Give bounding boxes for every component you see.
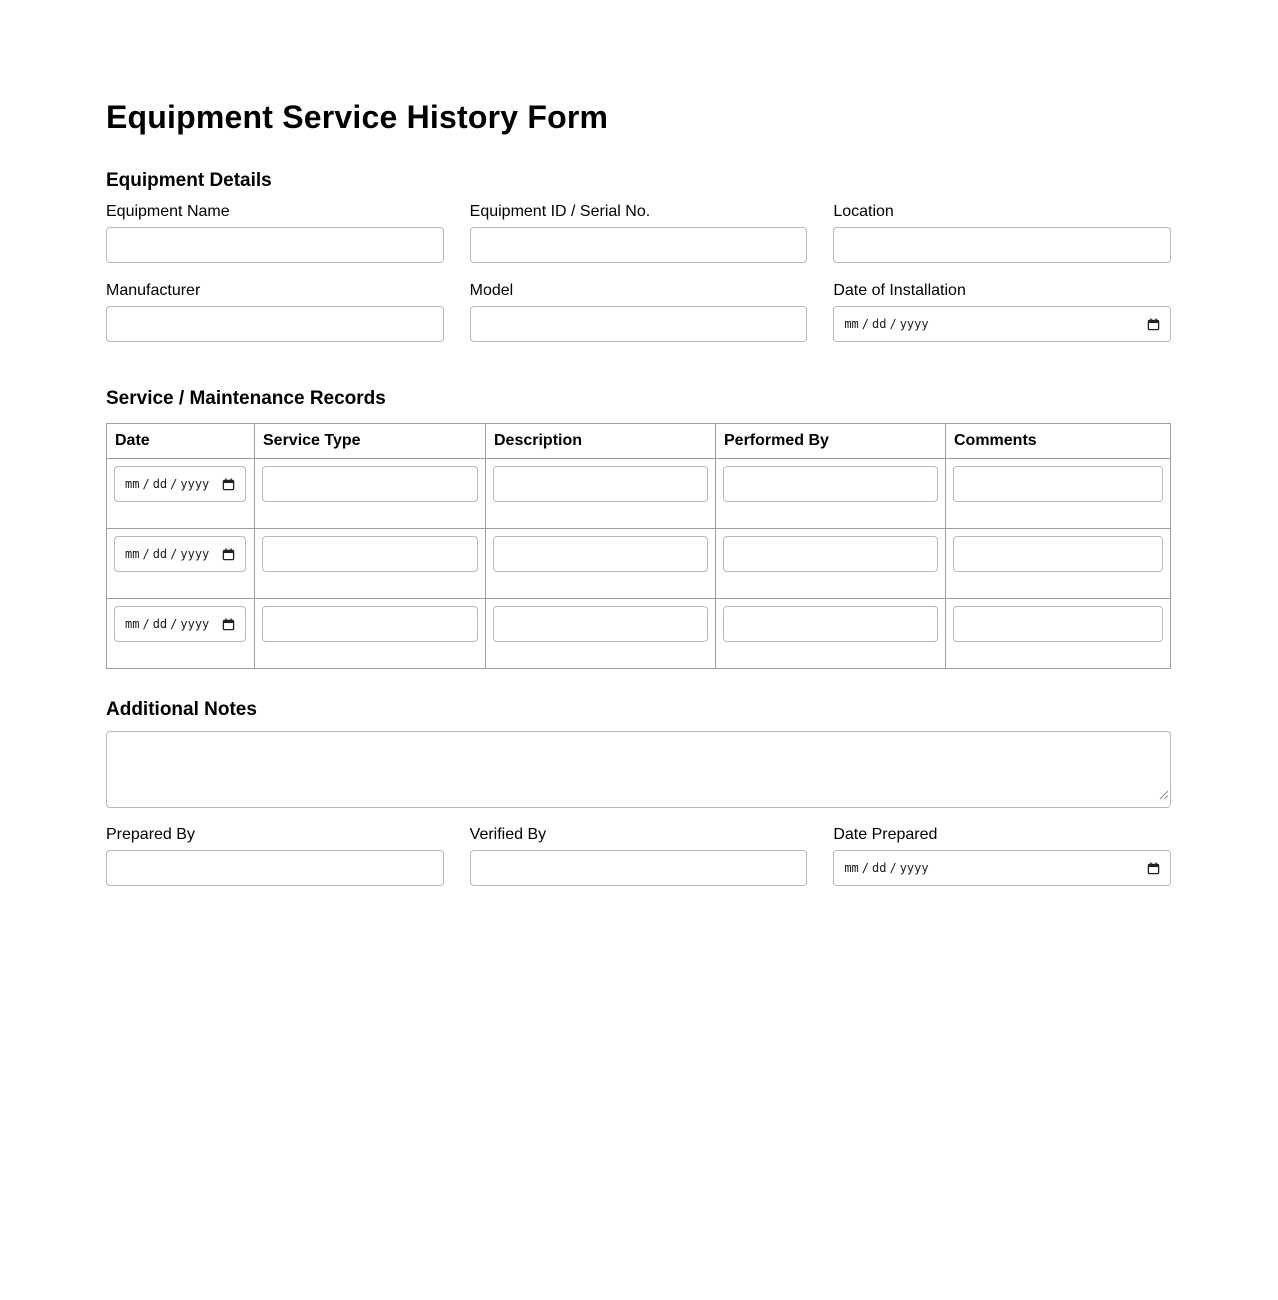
section-additional-notes <box>106 699 1171 886</box>
equipment-id-input[interactable] <box>470 227 808 263</box>
record-1-service-type-input[interactable] <box>262 466 478 502</box>
prepared-by-label: Prepared By <box>106 826 195 843</box>
record-2-performed-by-input[interactable] <box>723 536 938 572</box>
table-header-row <box>107 424 1171 459</box>
date-prepared-label: Date Prepared <box>833 826 938 843</box>
date-placeholder: mm / dd / yyyy <box>125 477 210 491</box>
verified-by-input[interactable] <box>470 850 808 886</box>
field-date-of-installation <box>833 281 1171 342</box>
col-header-comments: Comments <box>946 424 1171 459</box>
field-equipment-id <box>470 202 808 263</box>
manufacturer-input[interactable] <box>106 306 444 342</box>
field-manufacturer <box>106 281 444 342</box>
calendar-icon[interactable] <box>222 548 235 561</box>
equipment-service-history-form <box>106 0 1171 946</box>
field-verified-by <box>470 825 808 886</box>
signoff-grid <box>106 825 1171 886</box>
equipment-name-label: Equipment Name <box>106 203 230 220</box>
equipment-details-heading: Equipment Details <box>106 170 272 191</box>
table-row <box>107 599 1171 669</box>
date-of-installation-label: Date of Installation <box>833 282 966 299</box>
calendar-icon[interactable] <box>222 618 235 631</box>
service-records-table <box>106 423 1171 669</box>
record-3-service-type-input[interactable] <box>262 606 478 642</box>
col-header-description: Description <box>486 424 716 459</box>
model-label: Model <box>469 282 514 299</box>
record-2-date-input[interactable] <box>114 536 246 572</box>
record-1-comments-input[interactable] <box>953 466 1163 502</box>
date-placeholder: mm / dd / yyyy <box>125 547 210 561</box>
record-2-description-input[interactable] <box>493 536 708 572</box>
record-1-date-input[interactable] <box>114 466 246 502</box>
equipment-name-input[interactable] <box>106 227 444 263</box>
page-title: Equipment Service History Form <box>106 99 609 135</box>
col-header-service-type: Service Type <box>255 424 486 459</box>
col-header-date: Date <box>107 424 255 459</box>
record-3-comments-input[interactable] <box>953 606 1163 642</box>
record-2-comments-input[interactable] <box>953 536 1163 572</box>
date-placeholder: mm / dd / yyyy <box>844 317 929 331</box>
verified-by-label: Verified By <box>469 826 547 843</box>
date-prepared-input[interactable] <box>833 850 1171 886</box>
service-records-heading: Service / Maintenance Records <box>106 388 386 409</box>
record-3-date-input[interactable] <box>114 606 246 642</box>
section-service-records <box>106 388 1171 669</box>
location-label: Location <box>833 203 894 220</box>
notes-wrapper <box>106 731 1171 808</box>
additional-notes-heading: Additional Notes <box>106 699 257 720</box>
section-equipment-details <box>106 170 1171 342</box>
col-header-performed-by: Performed By <box>716 424 946 459</box>
record-3-performed-by-input[interactable] <box>723 606 938 642</box>
record-3-description-input[interactable] <box>493 606 708 642</box>
field-date-prepared <box>833 825 1171 886</box>
manufacturer-label: Manufacturer <box>106 282 201 299</box>
record-1-performed-by-input[interactable] <box>723 466 938 502</box>
field-equipment-name <box>106 202 444 263</box>
record-1-description-input[interactable] <box>493 466 708 502</box>
equipment-id-label: Equipment ID / Serial No. <box>469 203 651 220</box>
record-2-service-type-input[interactable] <box>262 536 478 572</box>
location-input[interactable] <box>833 227 1171 263</box>
table-row <box>107 459 1171 529</box>
table-row <box>107 529 1171 599</box>
additional-notes-textarea[interactable] <box>106 731 1171 808</box>
date-placeholder: mm / dd / yyyy <box>125 617 210 631</box>
equipment-details-grid <box>106 202 1171 342</box>
date-placeholder: mm / dd / yyyy <box>844 861 929 875</box>
model-input[interactable] <box>470 306 808 342</box>
calendar-icon[interactable] <box>1147 862 1160 875</box>
calendar-icon[interactable] <box>1147 318 1160 331</box>
field-model <box>470 281 808 342</box>
field-prepared-by <box>106 825 444 886</box>
calendar-icon[interactable] <box>222 478 235 491</box>
prepared-by-input[interactable] <box>106 850 444 886</box>
field-location <box>833 202 1171 263</box>
date-of-installation-input[interactable] <box>833 306 1171 342</box>
